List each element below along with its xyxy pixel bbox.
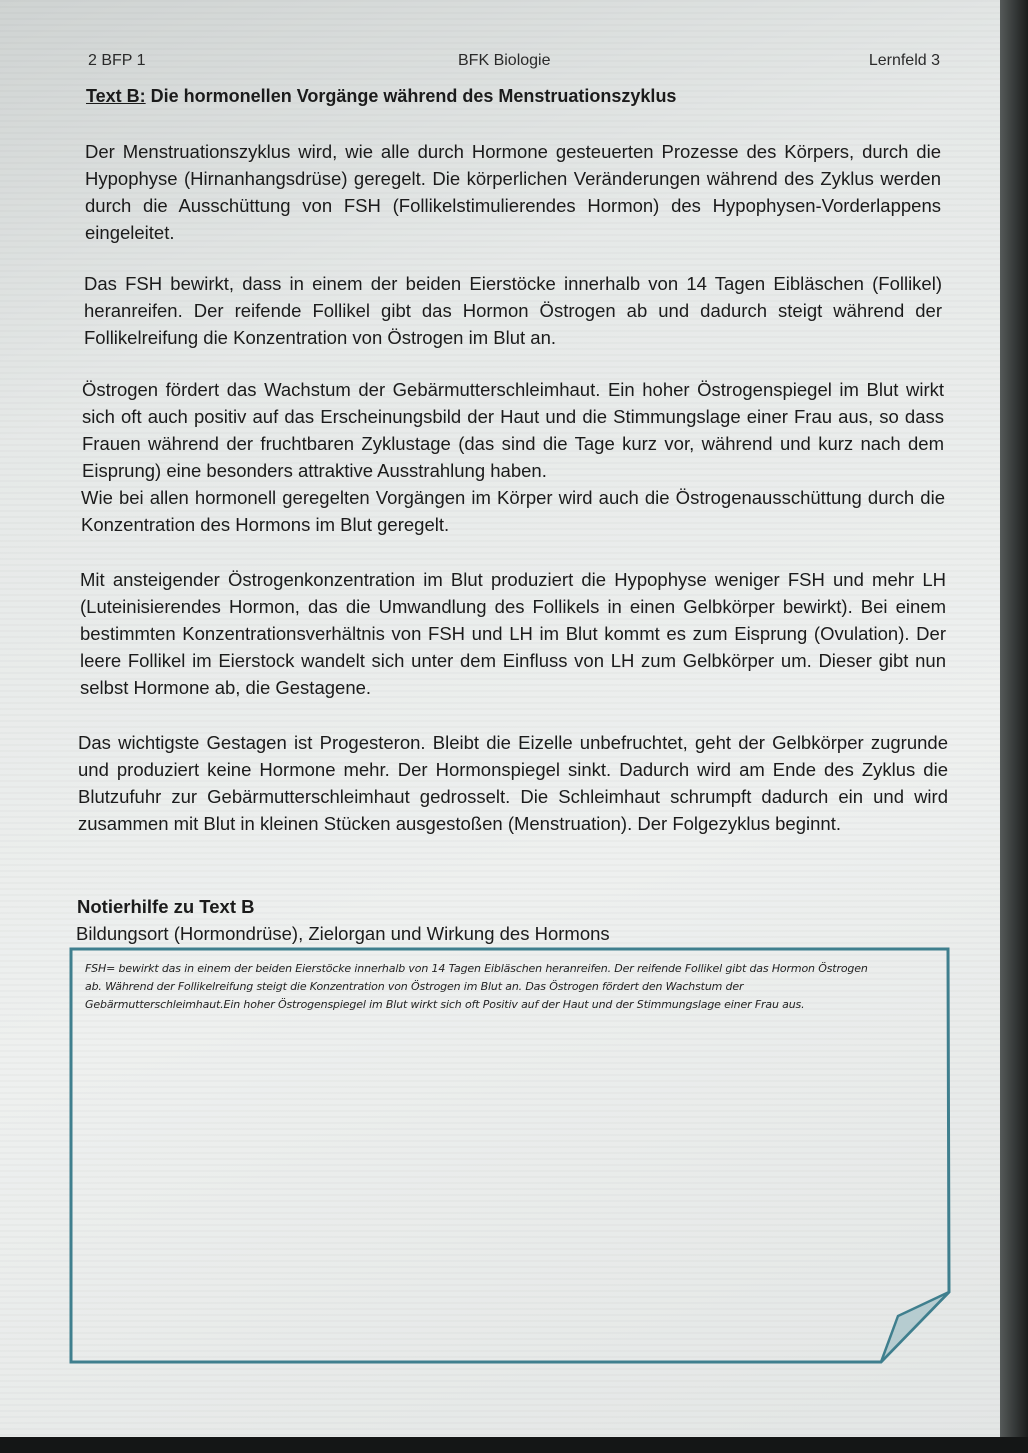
header-class: 2 BFP 1 — [88, 52, 146, 69]
page-fold-icon — [881, 1292, 949, 1362]
paragraph-5: Mit ansteigender Östrogenkonzentration im Blut produziert die Hypophyse weniger FSH und mehr LH (Luteinisierendes Hormon, das die Umwandlung des Follikels in einen Gelbkörper bewirkt). Bei einem bestimmten Konzentrationsverhältnis von FSH und LH im Blut kommt es zum Eisprung (Ovulation). Der leere Follikel im Eierstock wandelt sich unter dem Einfluss von LH zum Gelbkörper um. Dieser gibt nun selbst Hormone ab, die Gestagene. — [80, 569, 946, 698]
header-learning-field: Lernfeld 3 — [868, 52, 940, 69]
page-header — [88, 52, 940, 74]
paragraph-6: Das wichtigste Gestagen ist Progesteron. Bleibt die Eizelle unbefruchtet, geht der Gelbkörper zugrunde und produziert keine Hormone mehr. Der Hormonspiegel sinkt. Dadurch wird am Ende des Zyklus die Blutzufuhr zur Gebärmutterschleimhaut gedrosselt. Die Schleimhaut schrumpft dadurch ein und wird zusammen mit Blut in kleinen Stücken ausgestoßen (Menstruation). Der Folgezyklus beginnt. — [78, 732, 948, 834]
screen-edge — [1000, 0, 1028, 1453]
title-text: Die hormonellen Vorgänge während des Menstruationszyklus — [145, 86, 677, 106]
paragraph-1: Der Menstruationszyklus wird, wie alle durch Hormone gesteuerten Prozesse des Körpers, durch die Hypophyse (Hirnanhangsdrüse) geregelt. Die körperlichen Veränderungen während des Zyklus werden durch die Ausschüttung von FSH (Follikelstimulierendes Hormon) des Hypophysen-Vorderlappens eingeleitet. — [85, 141, 941, 243]
notes-title: Notierhilfe zu Text B — [77, 896, 255, 917]
paragraph-4: Wie bei allen hormonell geregelten Vorgängen im Körper wird auch die Östrogenausschüttung durch die Konzentration des Hormons im Blut geregelt. — [81, 487, 945, 535]
notes-subtitle: Bildungsort (Hormondrüse), Zielorgan und Wirkung des Hormons — [76, 923, 610, 944]
screen-bottom-edge — [0, 1437, 1028, 1453]
page-title — [86, 86, 676, 107]
paragraph-3: Östrogen fördert das Wachstum der Gebärmutterschleimhaut. Ein hoher Östrogenspiegel im Blut wirkt sich oft auch positiv auf das Erscheinungsbild der Haut und die Stimmungslage einer Frau aus, so dass Frauen während der fruchtbaren Zyklustage (das sind die Tage kurz vor, während und kurz nach dem Eisprung) eine besonders attraktive Ausstrahlung haben. — [82, 379, 944, 481]
paragraph-2: Das FSH bewirkt, dass in einem der beiden Eierstöcke innerhalb von 14 Tagen Eibläschen (Follikel) heranreifen. Der reifende Follikel gibt das Hormon Östrogen ab und dadurch steigt während der Follikelreifung die Konzentration von Östrogen im Blut an. — [84, 273, 942, 348]
notes-answer-text[interactable]: FSH= bewirkt das in einem der beiden Eierstöcke innerhalb von 14 Tagen Eibläschen heranreifen. Der reifende Follikel gibt das Hormon Östrogen ab. Während der Follikelreifung steigt die Konzentration von Östrogen im Blut an. Das Östrogen fördert den Wachstum der Gebärmutterschleimhaut.Ein hoher Östrogenspiegel im Blut wirkt sich oft Positiv auf der Haut und der Stimmungslage einer Frau aus. — [85, 962, 868, 1011]
title-label: Text B: — [86, 86, 146, 106]
header-subject: BFK Biologie — [458, 52, 551, 69]
